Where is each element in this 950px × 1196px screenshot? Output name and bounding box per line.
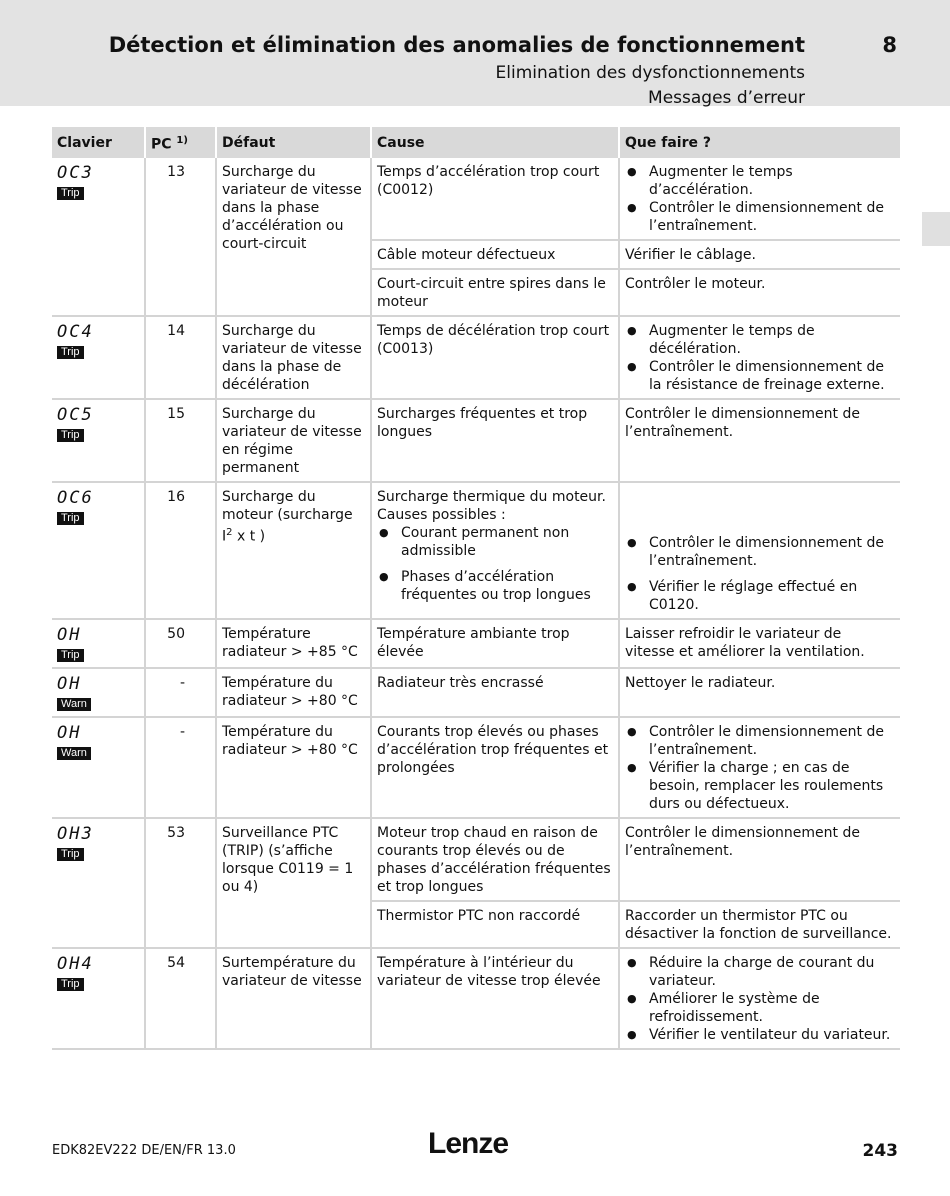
cause-cell: Moteur trop chaud en raison de courants trop élevés ou de phases d’accélération fréquentes et trop longues: [371, 818, 619, 901]
keypad-cell: [52, 619, 145, 668]
list-item: ● Phases d’accélération fréquentes ou trop longues: [377, 568, 613, 604]
table-row: [52, 158, 900, 240]
fault-cell: Surcharge du variateur de vitesse en régime permanent: [216, 399, 371, 482]
table-row: [52, 948, 900, 1049]
fault-superscript: 2: [226, 527, 233, 538]
cause-cell: Court-circuit entre spires dans le moteur: [371, 269, 619, 316]
display-code: OC3: [57, 163, 94, 183]
list-item: ● Vérifier le ventilateur du variateur.: [625, 1026, 895, 1044]
display-code: OC5: [57, 405, 94, 425]
display-code: OH: [57, 625, 82, 645]
cause-cell: Radiateur très encrassé: [371, 668, 619, 717]
keypad-cell: [52, 717, 145, 818]
column-header-keypad: Clavier: [52, 127, 145, 158]
keypad-cell: [52, 482, 145, 619]
pc-cell: 13: [145, 158, 216, 316]
cause-cell: Câble moteur défectueux: [371, 240, 619, 269]
action-list: [625, 322, 895, 394]
subsection-subtitle: Messages d’erreur: [648, 88, 805, 108]
fault-cell: Surcharge du variateur de vitesse dans la phase de décélération: [216, 316, 371, 399]
list-item: ● Contrôler le dimensionnement de l’entraînement.: [625, 199, 895, 235]
fault-text-end: x t ): [232, 528, 266, 545]
fault-cell: [216, 482, 371, 619]
pc-cell: -: [145, 668, 216, 717]
action-cell: Nettoyer le radiateur.: [619, 668, 900, 717]
action-list: [625, 723, 895, 813]
cause-cell: Temps de décélération trop court (C0013): [371, 316, 619, 399]
status-badge: Trip: [57, 187, 84, 200]
list-item: ● Vérifier le réglage effectué en C0120.: [625, 578, 895, 614]
table-row: [52, 717, 900, 818]
fault-cell: Température du radiateur > +80 °C: [216, 668, 371, 717]
status-badge: Trip: [57, 429, 84, 442]
status-badge: Trip: [57, 346, 84, 359]
pc-cell: -: [145, 717, 216, 818]
status-badge: Trip: [57, 978, 84, 991]
action-cell: [619, 316, 900, 399]
display-code: OH: [57, 723, 82, 743]
fault-cell: Température radiateur > +85 °C: [216, 619, 371, 668]
action-cell: Contrôler le moteur.: [619, 269, 900, 316]
display-code: OH3: [57, 824, 94, 844]
action-cell: [619, 717, 900, 818]
pc-cell: 50: [145, 619, 216, 668]
action-cell: Contrôler le dimensionnement de l’entraînement.: [619, 818, 900, 901]
keypad-cell: [52, 668, 145, 717]
action-cell: Raccorder un thermistor PTC ou désactiver la fonction de surveillance.: [619, 901, 900, 948]
pc-cell: 15: [145, 399, 216, 482]
fault-cell: Température du radiateur > +80 °C: [216, 717, 371, 818]
action-list: [625, 954, 895, 1044]
section-subtitle: Elimination des dysfonctionnements: [495, 63, 805, 83]
table-row: [52, 482, 900, 619]
list-item: ● Contrôler le dimensionnement de l’entraînement.: [625, 534, 895, 570]
cause-cell: Température à l’intérieur du variateur de vitesse trop élevée: [371, 948, 619, 1049]
action-list: [625, 534, 895, 614]
table-header-row: [52, 127, 900, 158]
list-item: ● Augmenter le temps de décélération.: [625, 322, 895, 358]
status-badge: Trip: [57, 649, 84, 662]
fault-cell: Surveillance PTC (TRIP) (s’affiche lorsque C0119 = 1 ou 4): [216, 818, 371, 948]
keypad-cell: [52, 158, 145, 316]
action-cell: [619, 948, 900, 1049]
action-cell: Contrôler le dimensionnement de l’entraînement.: [619, 399, 900, 482]
display-code: OH: [57, 674, 82, 694]
column-header-action: Que faire ?: [619, 127, 900, 158]
action-cell: [619, 158, 900, 240]
cause-text: Surcharge thermique du moteur. Causes possibles :: [377, 489, 606, 523]
column-header-fault: Défaut: [216, 127, 371, 158]
chapter-number: 8: [882, 33, 897, 57]
fault-text: Surcharge du moteur (surcharge I: [222, 489, 353, 545]
cause-cell: [371, 482, 619, 619]
pc-label: PC: [151, 136, 172, 153]
keypad-cell: [52, 948, 145, 1049]
cause-cell: Thermistor PTC non raccordé: [371, 901, 619, 948]
page-title: Détection et élimination des anomalies de fonctionnement: [108, 33, 805, 57]
spacer: [625, 488, 895, 534]
keypad-cell: [52, 399, 145, 482]
keypad-cell: [52, 316, 145, 399]
table-row: [52, 316, 900, 399]
fault-cell: Surtempérature du variateur de vitesse: [216, 948, 371, 1049]
list-item: ● Courant permanent non admissible: [377, 524, 613, 560]
pc-cell: 54: [145, 948, 216, 1049]
action-cell: [619, 482, 900, 619]
column-header-cause: Cause: [371, 127, 619, 158]
column-header-pc: [145, 127, 216, 158]
action-cell: Laisser refroidir le variateur de vitesse et améliorer la ventilation.: [619, 619, 900, 668]
display-code: OC4: [57, 322, 94, 342]
fault-messages-table: [52, 127, 900, 1050]
list-item: ● Contrôler le dimensionnement de la résistance de freinage externe.: [625, 358, 895, 394]
list-item: ● Contrôler le dimensionnement de l’entraînement.: [625, 723, 895, 759]
pc-cell: 14: [145, 316, 216, 399]
table-row: [52, 818, 900, 901]
status-badge: Trip: [57, 848, 84, 861]
action-cell: Vérifier le câblage.: [619, 240, 900, 269]
pc-cell: 16: [145, 482, 216, 619]
display-code: OC6: [57, 488, 94, 508]
fault-cell: Surcharge du variateur de vitesse dans la phase d’accélération ou court-circuit: [216, 158, 371, 316]
cause-cell: Temps d’accélération trop court (C0012): [371, 158, 619, 240]
table-row: [52, 668, 900, 717]
status-badge: Warn: [57, 747, 91, 760]
chapter-side-tab: [922, 212, 950, 246]
pc-cell: 53: [145, 818, 216, 948]
cause-list: [377, 524, 613, 604]
list-item: ● Augmenter le temps d’accélération.: [625, 163, 895, 199]
status-badge: Trip: [57, 512, 84, 525]
list-item: ● Vérifier la charge ; en cas de besoin, remplacer les roulements durs ou défectueux.: [625, 759, 895, 813]
list-item: ● Améliorer le système de refroidissement.: [625, 990, 895, 1026]
page-number: 243: [862, 1141, 898, 1161]
document-reference: EDK82EV222 DE/EN/FR 13.0: [52, 1143, 236, 1158]
list-item: ● Réduire la charge de courant du variateur.: [625, 954, 895, 990]
cause-cell: Surcharges fréquentes et trop longues: [371, 399, 619, 482]
keypad-cell: [52, 818, 145, 948]
cause-cell: Courants trop élevés ou phases d’accélération trop fréquentes et prolongées: [371, 717, 619, 818]
display-code: OH4: [57, 954, 94, 974]
table-row: [52, 619, 900, 668]
pc-footnote-marker: 1): [176, 134, 188, 146]
action-list: [625, 163, 895, 235]
status-badge: Warn: [57, 698, 91, 711]
cause-cell: Température ambiante trop élevée: [371, 619, 619, 668]
lenze-logo: Lenze: [428, 1127, 509, 1160]
table-row: [52, 399, 900, 482]
